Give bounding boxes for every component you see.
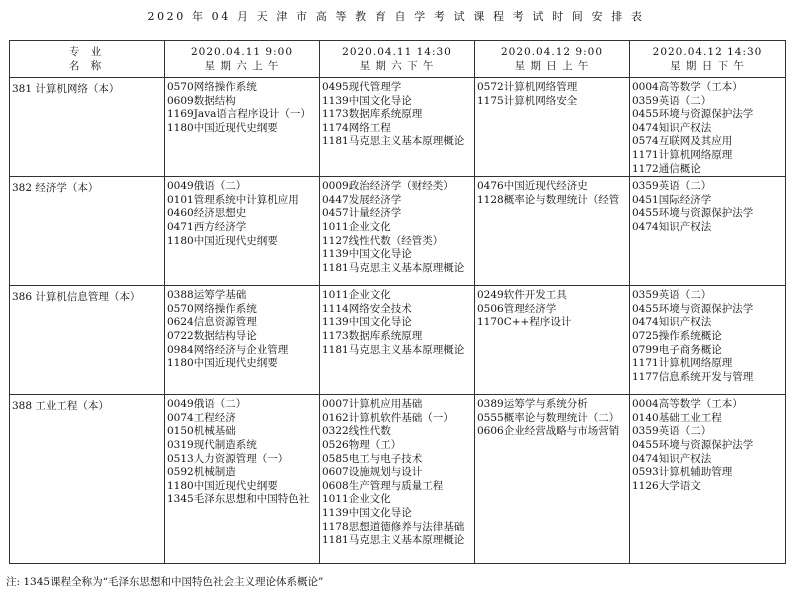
major-name: 382 经济学（本） — [10, 177, 165, 286]
course-item: 0526物理（工） — [322, 438, 402, 451]
slot-label: 星 期 六 上 午 — [204, 60, 280, 72]
course-item: 0074工程经济 — [167, 411, 236, 424]
course-item: 0574互联网及其应用 — [632, 135, 733, 148]
footnote: 注: 1345课程全称为“毛泽东思想和中国特色社会主义理论体系概论” — [6, 576, 324, 588]
course-item: 0592机械制造 — [167, 466, 236, 479]
course-item: 1173数据库系统原理 — [322, 108, 423, 121]
course-item: 0585电工与电子技术 — [322, 452, 423, 465]
major-name: 388 工业工程（本） — [10, 395, 165, 564]
course-item: 0162计算机软件基础（一） — [322, 411, 454, 424]
course-item: 0474知识产权法 — [632, 316, 712, 329]
course-item: 0474知识产权法 — [632, 452, 712, 465]
schedule-table — [9, 40, 786, 564]
course-cell — [165, 78, 320, 177]
course-item: 0513人力资源管理（一） — [167, 452, 289, 465]
course-item: 1175计算机网络安全 — [477, 94, 578, 107]
course-cell — [165, 286, 320, 395]
course-item: 0476中国近现代经济史 — [477, 180, 588, 193]
course-item: 1172通信概论 — [632, 162, 701, 175]
course-item: 0506管理经济学 — [477, 302, 557, 315]
course-item: 0460经济思想史 — [167, 207, 247, 220]
course-item: 1174网络工程 — [322, 121, 391, 134]
course-item: 0007计算机应用基础 — [322, 398, 423, 411]
course-cell — [475, 177, 630, 286]
course-item: 1181马克思主义基本原理概论 — [322, 135, 465, 148]
course-cell — [165, 395, 320, 564]
course-item: 0388运筹学基础 — [167, 289, 247, 302]
slot-date: 2020.04.11 9:00 — [190, 46, 294, 58]
course-item: 0457计量经济学 — [322, 207, 402, 220]
course-item: 1173数据库系统原理 — [322, 329, 423, 342]
course-item: 0359英语（二） — [632, 180, 712, 193]
course-cell — [320, 286, 475, 395]
course-item: 0570网络操作系统 — [167, 81, 257, 93]
table-row — [10, 78, 786, 177]
course-item: 1139中国文化导论 — [322, 506, 412, 519]
course-item: 1011企业文化 — [322, 493, 391, 506]
course-item: 0249软件开发工具 — [477, 289, 567, 302]
course-item: 0101管理系统中计算机应用 — [167, 193, 299, 206]
course-item: 0004高等数学（工本） — [632, 81, 743, 93]
course-cell — [475, 286, 630, 395]
course-item: 1180中国近现代史纲要 — [167, 357, 278, 370]
course-item: 1169Java语言程序设计（一） — [167, 108, 311, 121]
header-slot-2 — [320, 41, 475, 78]
course-item: 1180中国近现代史纲要 — [167, 234, 278, 247]
major-name: 386 计算机信息管理（本） — [10, 286, 165, 395]
slot-label: 星 期 日 下 午 — [670, 60, 745, 72]
course-item: 1139中国文化导论 — [322, 248, 412, 261]
slot-date: 2020.04.12 14:30 — [652, 46, 763, 58]
course-item: 0570网络操作系统 — [167, 302, 257, 315]
course-item: 0150机械基础 — [167, 425, 236, 438]
course-item: 1181马克思主义基本原理概论 — [322, 343, 465, 356]
slot-label: 星 期 日 上 午 — [514, 60, 590, 72]
header-major-line1: 专 业 — [68, 46, 106, 58]
table-row — [10, 286, 786, 395]
table-row — [10, 177, 786, 286]
course-cell — [165, 177, 320, 286]
course-item: 0555概率论与数理统计（二） — [477, 411, 620, 424]
course-item: 0799电子商务概论 — [632, 343, 722, 356]
course-item: 0455环境与资源保护法学 — [632, 108, 754, 121]
course-cell — [320, 177, 475, 286]
course-item: 1178思想道德修养与法律基础 — [322, 520, 465, 533]
course-item: 0624信息资源管理 — [167, 316, 257, 329]
course-cell — [475, 395, 630, 564]
course-item: 0471西方经济学 — [167, 220, 247, 233]
course-item: 0609数据结构 — [167, 94, 236, 107]
course-cell — [630, 177, 786, 286]
course-cell — [320, 78, 475, 177]
course-item: 0455环境与资源保护法学 — [632, 207, 754, 220]
course-cell — [630, 395, 786, 564]
course-item: 0004高等数学（工本） — [632, 398, 743, 411]
slot-label: 星 期 六 下 午 — [359, 60, 435, 72]
course-item: 0725操作系统概论 — [632, 329, 722, 342]
course-item: 1177信息系统开发与管理 — [632, 370, 754, 383]
course-item: 0451国际经济学 — [632, 193, 712, 206]
course-item: 1127线性代数（经管类） — [322, 234, 444, 247]
course-item: 1345毛泽东思想和中国特色社 — [167, 493, 310, 506]
course-cell — [630, 286, 786, 395]
course-cell — [475, 78, 630, 177]
course-item: 0389运筹学与系统分析 — [477, 398, 588, 411]
course-item: 1011企业文化 — [322, 289, 391, 302]
course-item: 0447发展经济学 — [322, 193, 402, 206]
course-item: 0474知识产权法 — [632, 121, 712, 134]
course-item: 0322线性代数 — [322, 425, 391, 438]
course-item: 0049俄语（二） — [167, 180, 247, 193]
course-item: 0455环境与资源保护法学 — [632, 438, 754, 451]
course-item: 1170C++程序设计 — [477, 316, 572, 329]
course-item: 1114网络安全技术 — [322, 302, 412, 315]
schedule-body — [10, 78, 786, 564]
course-item: 0572计算机网络管理 — [477, 81, 578, 93]
course-item: 1128概率论与数理统计（经管 — [477, 193, 620, 206]
header-slot-4 — [630, 41, 786, 78]
header-slot-3 — [475, 41, 630, 78]
course-item: 1011企业文化 — [322, 220, 391, 233]
slot-date: 2020.04.12 9:00 — [500, 46, 604, 58]
course-item: 1126大学语文 — [632, 479, 701, 492]
course-item: 0455环境与资源保护法学 — [632, 302, 754, 315]
course-item: 1181马克思主义基本原理概论 — [322, 261, 465, 274]
course-item: 1181马克思主义基本原理概论 — [322, 534, 465, 547]
course-item: 1171计算机网络原理 — [632, 148, 733, 161]
course-item: 0474知识产权法 — [632, 220, 712, 233]
header-row — [10, 41, 786, 78]
course-item: 0593计算机辅助管理 — [632, 466, 733, 479]
course-item: 0359英语（二） — [632, 289, 712, 302]
course-item: 1139中国文化导论 — [322, 316, 412, 329]
course-item: 0359英语（二） — [632, 94, 712, 107]
page-title: 2020 年 04 月 天 津 市 高 等 教 育 自 学 考 试 课 程 考 试 时 间 安 排 表 — [147, 10, 645, 23]
course-item: 1171计算机网络原理 — [632, 357, 733, 370]
course-item: 0140基础工业工程 — [632, 411, 722, 424]
slot-date: 2020.04.11 14:30 — [342, 46, 452, 58]
course-item: 1180中国近现代史纲要 — [167, 479, 278, 492]
course-item: 0722数据结构导论 — [167, 329, 257, 342]
table-row — [10, 395, 786, 564]
course-item: 0359英语（二） — [632, 425, 712, 438]
course-item: 0495现代管理学 — [322, 81, 402, 93]
course-cell — [320, 395, 475, 564]
header-major-line2: 名 称 — [68, 60, 106, 72]
course-item: 0607设施规划与设计 — [322, 466, 423, 479]
course-item: 0984网络经济与企业管理 — [167, 343, 289, 356]
course-item: 0049俄语（二） — [167, 398, 247, 411]
course-item: 0606企业经营战略与市场营销 — [477, 425, 620, 438]
major-name: 381 计算机网络（本） — [10, 78, 165, 177]
course-cell — [630, 78, 786, 177]
course-item: 0608生产管理与质量工程 — [322, 479, 444, 492]
course-item: 0009政治经济学（财经类） — [322, 180, 454, 193]
header-major — [10, 41, 165, 78]
header-slot-1 — [165, 41, 320, 78]
course-item: 1139中国文化导论 — [322, 94, 412, 107]
course-item: 1180中国近现代史纲要 — [167, 121, 278, 134]
course-item: 0319现代制造系统 — [167, 438, 257, 451]
